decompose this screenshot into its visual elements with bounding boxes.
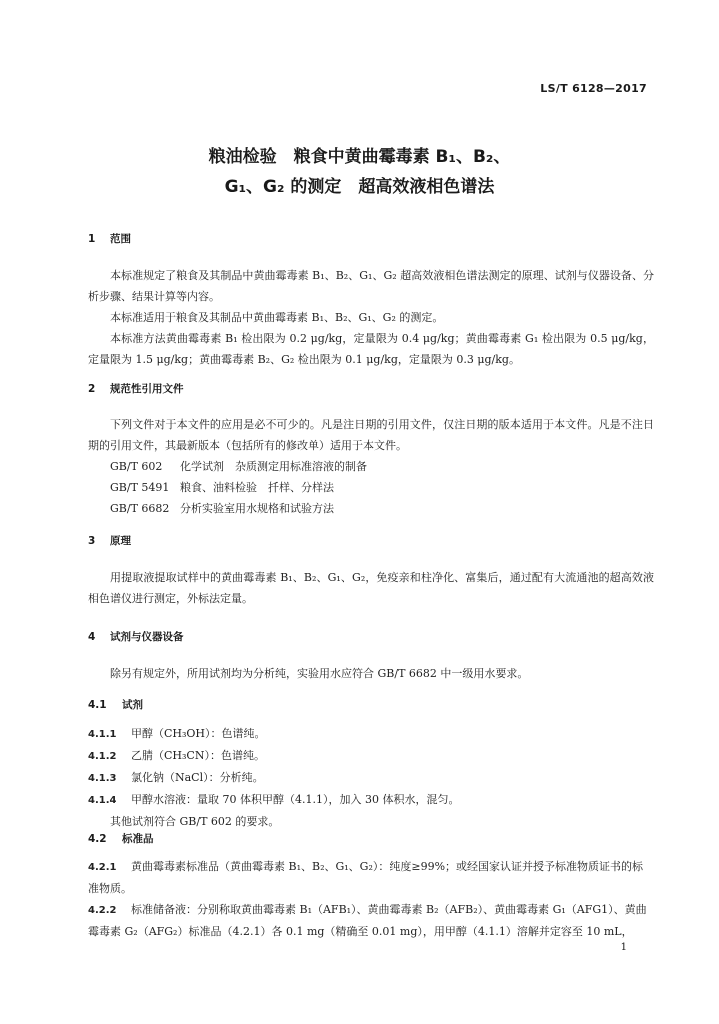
paragraph: 除另有规定外，所用试剂均为分析纯，实验用水应符合 GB/T 6682 中一级用水要求。 — [110, 667, 529, 680]
section-body-principle — [88, 567, 654, 609]
reference-title: 化学试剂 杂质测定用标准溶液的制备 — [180, 460, 367, 473]
section-heading-scope — [88, 231, 654, 246]
reference-code: GB/T 602 — [110, 460, 163, 473]
clause-text: 乙腈（CH₃CN）：色谱纯。 — [131, 749, 265, 762]
section-body-reagents-equipment — [88, 663, 654, 684]
section-title: 规范性引用文件 — [110, 383, 184, 395]
clause-text: 甲醇水溶液：量取 70 体积甲醇（4.1.1），加入 30 体积水，混匀。 — [131, 793, 460, 806]
clause-item — [88, 899, 654, 942]
paragraph: 其他试剂符合 GB/T 602 的要求。 — [110, 815, 280, 828]
document-title-line2: G₁、G₂ 的测定 超高效液相色谱法 — [224, 177, 495, 197]
section-heading-normative-references — [88, 381, 654, 396]
subsection-number: 4.2 — [88, 833, 107, 845]
clause-text: 标准储备液：分别称取黄曲霉毒素 B₁（AFB₁）、黄曲霉毒素 B₂（AFB₂）、黄曲霉毒素 G₁（AFG1）、黄曲霉毒素 G₂（AFG₂）标准品（4.2.1）各 0.1 mg（精确至 0.01 mg），用甲醇（4.1.1）溶解并定容至 10 mL， — [88, 903, 647, 938]
clause-number: 4.1.3 — [88, 773, 117, 784]
clause-number: 4.2.1 — [88, 862, 117, 873]
reference-code: GB/T 6682 — [110, 502, 170, 515]
section-number: 1 — [88, 233, 96, 245]
reference-code: GB/T 5491 — [110, 481, 170, 494]
reference-title: 分析实验室用水规格和试验方法 — [180, 502, 334, 515]
section-heading-principle — [88, 533, 654, 548]
document-title-line1: 粮油检验 粮食中黄曲霉毒素 B₁、B₂、 — [208, 147, 511, 167]
reference-item — [88, 498, 654, 519]
section-body-scope — [88, 265, 654, 370]
paragraph: 本标准适用于粮食及其制品中黄曲霉毒素 B₁、B₂、G₁、G₂ 的测定。 — [110, 311, 444, 324]
section-number: 4 — [88, 631, 96, 643]
subsection-title: 标准品 — [122, 833, 154, 845]
reference-item — [88, 456, 654, 477]
section-title: 原理 — [110, 535, 131, 547]
paragraph: 本标准方法黄曲霉毒素 B₁ 检出限为 0.2 μg/kg，定量限为 0.4 μg/kg；黄曲霉毒素 G₁ 检出限为 0.5 μg/kg，定量限为 1.5 μg/kg；黄曲霉毒素 B₂、G₂ 检出限为 0.1 μg/kg，定量限为 0.3 μg/kg。 — [88, 332, 654, 366]
clause-text: 氯化钠（NaCl）：分析纯。 — [131, 771, 264, 784]
clause-text: 甲醇（CH₃OH）：色谱纯。 — [131, 727, 266, 740]
clause-item — [88, 856, 654, 899]
standard-number: LS/T 6128—2017 — [540, 82, 647, 95]
subsection-title: 试剂 — [122, 699, 143, 711]
page-number: 1 — [620, 942, 627, 953]
paragraph: 下列文件对于本文件的应用是必不可少的。凡是注日期的引用文件，仅注日期的版本适用于本文件。凡是不注日期的引用文件，其最新版本（包括所有的修改单）适用于本文件。 — [88, 418, 654, 452]
section-number: 3 — [88, 535, 96, 547]
clause-item — [88, 789, 654, 811]
section-heading-reagents-equipment — [88, 629, 654, 644]
subsection-body-reagents — [88, 723, 654, 832]
clause-item — [88, 723, 654, 745]
clause-number: 4.1.1 — [88, 729, 117, 740]
clause-item — [88, 767, 654, 789]
paragraph: 本标准规定了粮食及其制品中黄曲霉毒素 B₁、B₂、G₁、G₂ 超高效液相色谱法测定的原理、试剂与仪器设备、分析步骤、结果计算等内容。 — [88, 269, 654, 303]
section-title: 试剂与仪器设备 — [110, 631, 184, 643]
subsection-number: 4.1 — [88, 699, 107, 711]
subsection-heading-reagents — [88, 697, 654, 712]
paragraph: 用提取液提取试样中的黄曲霉毒素 B₁、B₂、G₁、G₂，免疫亲和柱净化、富集后，通过配有大流通池的超高效液相色谱仪进行测定，外标法定量。 — [88, 571, 654, 605]
section-number: 2 — [88, 383, 96, 395]
reference-item — [88, 477, 654, 498]
subsection-heading-standards — [88, 831, 654, 846]
clause-number: 4.1.2 — [88, 751, 117, 762]
reference-title: 粮食、油料检验 扦样、分样法 — [180, 481, 334, 494]
section-body-normative-references — [88, 414, 654, 519]
subsection-body-standards — [88, 856, 654, 942]
clause-number: 4.2.2 — [88, 905, 117, 916]
section-title: 范围 — [110, 233, 131, 245]
clause-number: 4.1.4 — [88, 795, 117, 806]
clause-item — [88, 745, 654, 767]
clause-text: 黄曲霉毒素标准品（黄曲霉毒素 B₁、B₂、G₁、G₂）：纯度≥99%；或经国家认证并授予标准物质证书的标准物质。 — [88, 860, 644, 895]
